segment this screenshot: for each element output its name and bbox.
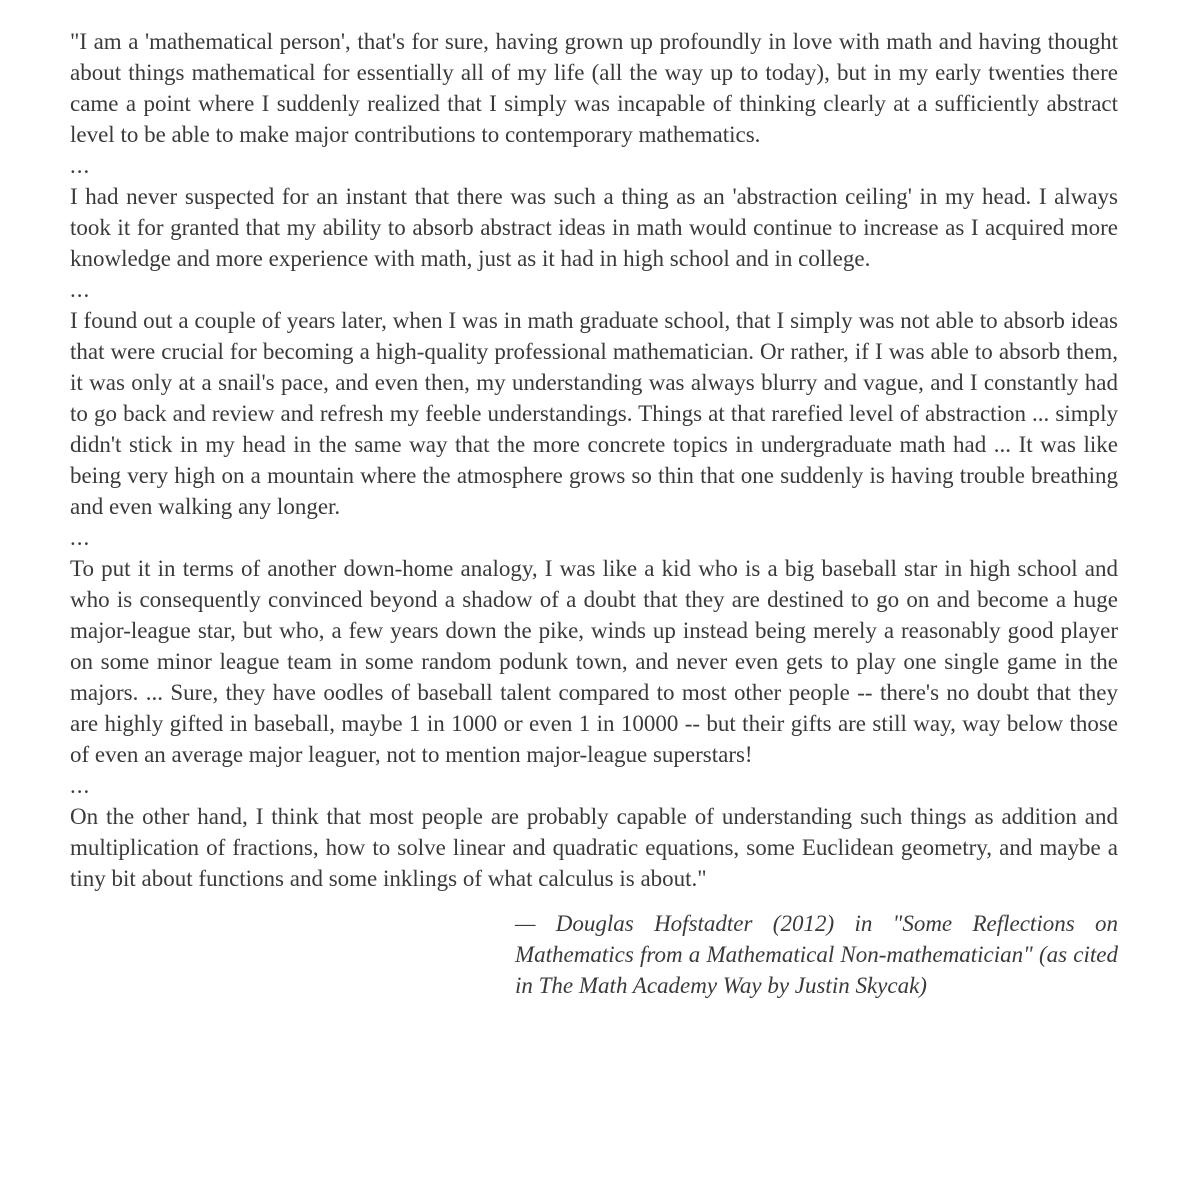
- quote-paragraph: "I am a 'mathematical person', that's for sure, having grown up profoundly in love with math and having thought about things mathematical for essentially all of my life (all the way up to today), but in my early twenties there came a point where I suddenly realized that I simply was incapable of thinking clearly at a sufficiently abstract level to be able to make major contributions to contemporary mathematics.: [70, 29, 1118, 147]
- quote-paragraph: I had never suspected for an instant that there was such a thing as an 'abstraction ceiling' in my head. I always took it for granted that my ability to absorb abstract ideas in math would continue to increase as I acquired more knowledge and more experience with math, just as it had in high school and in college.: [70, 184, 1118, 271]
- quote-paragraph: On the other hand, I think that most people are probably capable of understanding such things as addition and multiplication of fractions, how to solve linear and quadratic equations, some Euclidean geometry, and maybe a tiny bit about functions and some inklings of what calculus is about.": [70, 804, 1118, 891]
- quote-paragraph: I found out a couple of years later, when I was in math graduate school, that I simply was not able to absorb ideas that were crucial for becoming a high-quality professional mathematician. Or rather, if I was able to absorb them, it was only at a snail's pace, and even then, my understanding was always blurry and vague, and I constantly had to go back and review and refresh my feeble understandings. Things at that rarefied level of abstraction ... simply didn't stick in my head in the same way that the more concrete topics in undergraduate math had ... It was like being very high on a mountain where the atmosphere grows so thin that one suddenly is having trouble breathing and even walking any longer.: [70, 308, 1118, 519]
- quote-body: [70, 26, 1118, 894]
- ellipsis-separator: ...: [70, 277, 91, 302]
- ellipsis-separator: ...: [70, 525, 91, 550]
- ellipsis-separator: ...: [70, 153, 91, 178]
- quote-paragraph: To put it in terms of another down-home analogy, I was like a kid who is a big baseball star in high school and who is consequently convinced beyond a shadow of a doubt that they are destined to go on and become a huge major-league star, but who, a few years down the pike, winds up instead being merely a reasonably good player on some minor league team in some random podunk town, and never even gets to play one single game in the majors. ... Sure, they have oodles of baseball talent compared to most other people -- there's no doubt that they are highly gifted in baseball, maybe 1 in 1000 or even 1 in 10000 -- but their gifts are still way, way below those of even an average major leaguer, not to mention major-league superstars!: [70, 556, 1118, 767]
- ellipsis-separator: ...: [70, 773, 91, 798]
- attribution: — Douglas Hofstadter (2012) in "Some Reflections on Mathematics from a Mathematical Non-mathematician" (as cited in The Math Academy Way by Justin Skycak): [515, 911, 1118, 998]
